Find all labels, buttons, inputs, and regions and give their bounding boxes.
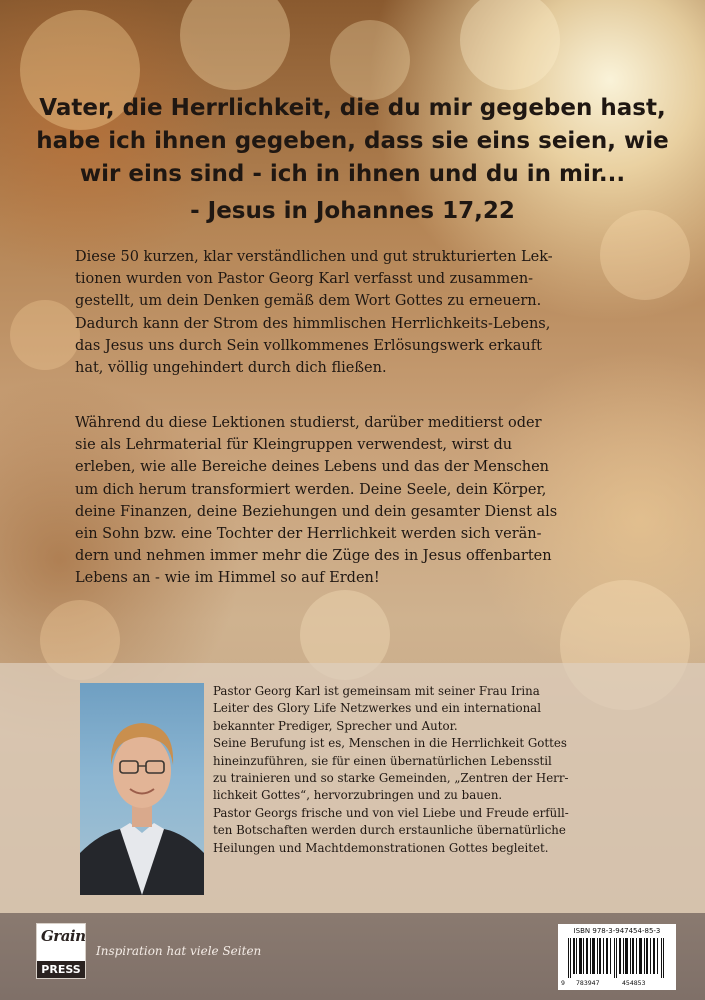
- description-paragraph-2: [75, 412, 635, 590]
- logo-word-grain: Grain: [41, 927, 86, 945]
- bokeh-light: [330, 20, 410, 100]
- bio-line: lichkeit Gottes“, hervorzubringen und zu bauen.: [213, 788, 503, 803]
- text-line: deine Finanzen, deine Beziehungen und dein gesamter Dienst als: [75, 503, 558, 520]
- bio-line: Heilungen und Machtdemonstrationen Gottes begleitet.: [213, 840, 549, 855]
- text-line: dern und nehmen immer mehr die Züge des in Jesus offenbarten: [75, 548, 552, 565]
- text-line: hat, völlig ungehindert durch dich fließen.: [75, 360, 387, 377]
- barcode-digits-left: 783947: [576, 979, 600, 987]
- description-paragraph-1: [75, 246, 635, 379]
- author-bio: [213, 683, 633, 857]
- text-line: das Jesus uns durch Sein vollkommenes Erlösungswerk erkauft: [75, 337, 542, 354]
- publisher-tagline: Inspiration hat viele Seiten: [96, 944, 262, 958]
- publisher-logo: [36, 923, 86, 979]
- text-line: Lebens an - wie im Himmel so auf Erden!: [75, 570, 380, 587]
- barcode-icon: [566, 938, 668, 978]
- bio-line: hineinzuführen, sie für einen übernatürlichen Lebensstil: [213, 753, 552, 768]
- bokeh-light: [180, 0, 290, 90]
- text-line: sie als Lehrmaterial für Kleingruppen verwendest, wirst du: [75, 437, 513, 454]
- quote-line: habe ich ihnen gegeben, dass sie eins seien, wie: [36, 128, 669, 154]
- barcode-digits-right: 454853: [622, 979, 646, 987]
- logo-word-press: PRESS: [37, 961, 85, 978]
- text-line: gestellt, um dein Denken gemäß dem Wort Gottes zu erneuern.: [75, 293, 542, 310]
- quote-reference: - Jesus in Johannes 17,22: [190, 198, 515, 224]
- bio-line: Pastor Georgs frische und von viel Liebe und Freude erfüll-: [213, 805, 569, 820]
- quote-line: wir eins sind - ich in ihnen und du in mir...: [79, 161, 626, 187]
- isbn-label: ISBN 978-3-947454-85-3: [573, 927, 661, 935]
- bio-line: bekannter Prediger, Sprecher und Autor.: [213, 718, 458, 733]
- bio-line: Pastor Georg Karl ist gemeinsam mit seiner Frau Irina: [213, 684, 540, 698]
- barcode-digit-prefix: 9: [561, 979, 565, 987]
- isbn-barcode-box: [558, 924, 676, 990]
- text-line: Dadurch kann der Strom des himmlischen Herrlichkeits-Lebens,: [75, 315, 551, 332]
- text-line: Diese 50 kurzen, klar verständlichen und gut strukturierten Lek-: [75, 249, 553, 265]
- bio-line: Leiter des Glory Life Netzwerkes und ein international: [213, 701, 541, 716]
- text-line: Während du diese Lektionen studierst, darüber meditierst oder: [75, 415, 542, 431]
- bio-line: ten Botschaften werden durch erstaunliche übernatürliche: [213, 823, 566, 838]
- text-line: ein Sohn bzw. eine Tochter der Herrlichkeit werden sich verän-: [75, 526, 542, 543]
- text-line: um dich herum transformiert werden. Deine Seele, dein Körper,: [75, 481, 547, 498]
- text-line: erleben, wie alle Bereiche deines Lebens und das der Menschen: [75, 459, 550, 476]
- bible-quote: [0, 92, 705, 228]
- quote-line: Vater, die Herrlichkeit, die du mir gegeben hast,: [39, 95, 666, 121]
- bokeh-light: [460, 0, 560, 90]
- author-photo: [80, 683, 204, 895]
- bio-line: zu trainieren und so starke Gemeinden, „Zentren der Herr-: [213, 771, 569, 786]
- bokeh-light: [10, 300, 80, 370]
- author-portrait-illustration: [80, 683, 204, 895]
- text-line: tionen wurden von Pastor Georg Karl verfasst und zusammen-: [75, 271, 534, 288]
- bio-line: Seine Berufung ist es, Menschen in die Herrlichkeit Gottes: [213, 736, 567, 751]
